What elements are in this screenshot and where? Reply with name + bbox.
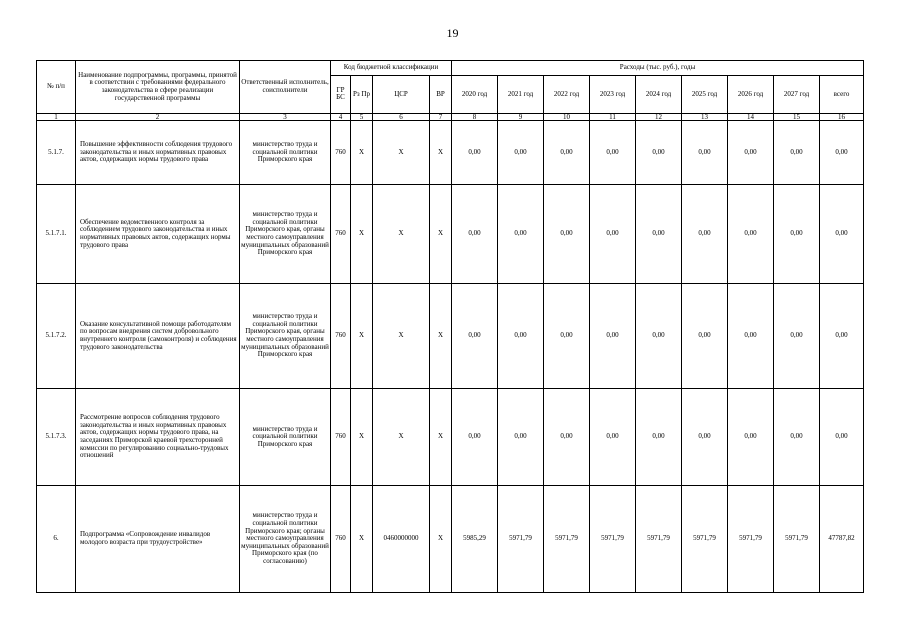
row-value: 0,00 — [498, 185, 544, 284]
column-number-row — [37, 114, 864, 121]
header-num: № п/п — [37, 61, 76, 114]
row-value: 0,00 — [544, 185, 590, 284]
row-vr: Х — [430, 185, 452, 284]
col-number: 5 — [351, 114, 373, 121]
row-num: 5.1.7. — [37, 121, 76, 185]
col-number: 14 — [728, 114, 774, 121]
row-value: 0,00 — [544, 284, 590, 389]
row-value: 0,00 — [636, 284, 682, 389]
row-value: 0,00 — [682, 284, 728, 389]
row-grbs: 760 — [331, 185, 351, 284]
header-name: Наименование подпрограммы, программы, принятой в соответствии с требованиями федерального законодательства в сфере реализации государственной программы — [76, 61, 240, 114]
row-value: 0,00 — [452, 389, 498, 486]
row-responsible: министерство труда и социальной политики Приморского края, органы местного самоуправления муниципальных образований Приморского края — [240, 284, 331, 389]
header-csr: ЦСР — [373, 75, 430, 113]
row-value: 0,00 — [498, 389, 544, 486]
row-name: Обеспечение ведомственного контроля за соблюдением трудового законодательства и иных нормативных правовых актов, содержащих нормы трудового права — [76, 185, 240, 284]
header-year: 2020 год — [452, 75, 498, 113]
row-value: 0,00 — [452, 185, 498, 284]
row-csr: Х — [373, 121, 430, 185]
row-value-total: 0,00 — [820, 284, 864, 389]
row-value: 0,00 — [728, 389, 774, 486]
row-value: 0,00 — [636, 121, 682, 185]
row-value: 0,00 — [774, 121, 820, 185]
row-value: 5971,79 — [590, 486, 636, 593]
col-number: 2 — [76, 114, 240, 121]
row-responsible: министерство труда и социальной политики Приморского края, органы местного самоуправления муниципальных образований Приморского края — [240, 185, 331, 284]
row-vr: Х — [430, 121, 452, 185]
page-number: 19 — [446, 26, 459, 40]
row-value: 0,00 — [544, 121, 590, 185]
table-row — [37, 121, 864, 185]
row-vr: Х — [430, 389, 452, 486]
header-row-1 — [37, 61, 864, 76]
row-value: 0,00 — [590, 185, 636, 284]
table-row — [37, 486, 864, 593]
row-responsible: министерство труда и социальной политики Приморского края; органы местного самоуправления муниципальных образований Приморского края (по согласованию) — [240, 486, 331, 593]
header-year: 2027 год — [774, 75, 820, 113]
header-year: 2024 год — [636, 75, 682, 113]
row-value: 5985,29 — [452, 486, 498, 593]
col-number: 3 — [240, 114, 331, 121]
row-num: 5.1.7.2. — [37, 284, 76, 389]
header-year: 2021 год — [498, 75, 544, 113]
row-value: 0,00 — [774, 389, 820, 486]
row-value: 0,00 — [544, 389, 590, 486]
row-rzpr: Х — [351, 121, 373, 185]
row-value: 0,00 — [728, 185, 774, 284]
col-number: 16 — [820, 114, 864, 121]
row-value: 5971,79 — [682, 486, 728, 593]
budget-table — [36, 60, 864, 593]
row-value: 5971,79 — [774, 486, 820, 593]
col-number: 7 — [430, 114, 452, 121]
header-year: 2026 год — [728, 75, 774, 113]
row-value-total: 0,00 — [820, 121, 864, 185]
row-value: 0,00 — [498, 284, 544, 389]
row-value: 0,00 — [682, 121, 728, 185]
row-num: 5.1.7.3. — [37, 389, 76, 486]
col-number: 11 — [590, 114, 636, 121]
row-value-total: 0,00 — [820, 389, 864, 486]
row-value: 0,00 — [728, 284, 774, 389]
col-number: 9 — [498, 114, 544, 121]
header-rzpr: Рз Пр — [351, 75, 373, 113]
row-value: 0,00 — [774, 284, 820, 389]
row-responsible: министерство труда и социальной политики Приморского края — [240, 121, 331, 185]
row-name: Рассмотрение вопросов соблюдения трудового законодательства и иных нормативных правовых актов, содержащих нормы трудового права, на заседаниях Приморской краевой трехсторонней комиссии по регулированию социально-трудовых отношений — [76, 389, 240, 486]
row-value: 0,00 — [590, 389, 636, 486]
row-name: Подпрограмма «Сопровождение инвалидов молодого возраста при трудоустройстве» — [76, 486, 240, 593]
row-value: 0,00 — [728, 121, 774, 185]
row-csr: Х — [373, 185, 430, 284]
header-budget-code: Код бюджетной классификации — [331, 61, 452, 76]
row-value: 0,00 — [682, 185, 728, 284]
row-rzpr: Х — [351, 185, 373, 284]
row-value: 0,00 — [590, 121, 636, 185]
row-rzpr: Х — [351, 486, 373, 593]
col-number: 6 — [373, 114, 430, 121]
col-number: 4 — [331, 114, 351, 121]
row-grbs: 760 — [331, 284, 351, 389]
row-value: 5971,79 — [728, 486, 774, 593]
row-num: 5.1.7.1. — [37, 185, 76, 284]
header-year-total: всего — [820, 75, 864, 113]
header-year: 2022 год — [544, 75, 590, 113]
header-year: 2025 год — [682, 75, 728, 113]
row-grbs: 760 — [331, 389, 351, 486]
row-grbs: 760 — [331, 121, 351, 185]
row-value: 0,00 — [590, 284, 636, 389]
row-vr: Х — [430, 486, 452, 593]
row-value: 0,00 — [774, 185, 820, 284]
row-value: 0,00 — [452, 284, 498, 389]
row-value: 5971,79 — [498, 486, 544, 593]
row-value: 0,00 — [636, 185, 682, 284]
row-num: 6. — [37, 486, 76, 593]
row-name: Повышение эффективности соблюдения трудового законодательства и иных нормативных правовых актов, содержащих нормы трудового права — [76, 121, 240, 185]
header-expenses: Расходы (тыс. руб.), годы — [452, 61, 864, 76]
row-value: 0,00 — [636, 389, 682, 486]
table-row — [37, 185, 864, 284]
table-row — [37, 389, 864, 486]
col-number: 15 — [774, 114, 820, 121]
col-number: 8 — [452, 114, 498, 121]
row-rzpr: Х — [351, 389, 373, 486]
row-rzpr: Х — [351, 284, 373, 389]
row-csr: Х — [373, 284, 430, 389]
col-number: 13 — [682, 114, 728, 121]
header-responsible: Ответственный исполнитель, соисполнители — [240, 61, 331, 114]
header-grbs: ГР БС — [331, 75, 351, 113]
row-value: 0,00 — [682, 389, 728, 486]
col-number: 1 — [37, 114, 76, 121]
row-value-total: 47787,82 — [820, 486, 864, 593]
header-year: 2023 год — [590, 75, 636, 113]
header-vr: ВР — [430, 75, 452, 113]
col-number: 12 — [636, 114, 682, 121]
col-number: 10 — [544, 114, 590, 121]
row-value-total: 0,00 — [820, 185, 864, 284]
row-csr: Х — [373, 389, 430, 486]
row-csr: 0460000000 — [373, 486, 430, 593]
row-responsible: министерство труда и социальной политики Приморского края — [240, 389, 331, 486]
row-value: 5971,79 — [636, 486, 682, 593]
row-grbs: 760 — [331, 486, 351, 593]
row-value: 0,00 — [452, 121, 498, 185]
row-name: Оказание консультативной помощи работодателям по вопросам внедрения систем добровольного внутреннего контроля (самоконтроля) и соблюдения трудового законодательства — [76, 284, 240, 389]
row-vr: Х — [430, 284, 452, 389]
table-row — [37, 284, 864, 389]
row-value: 5971,79 — [544, 486, 590, 593]
row-value: 0,00 — [498, 121, 544, 185]
